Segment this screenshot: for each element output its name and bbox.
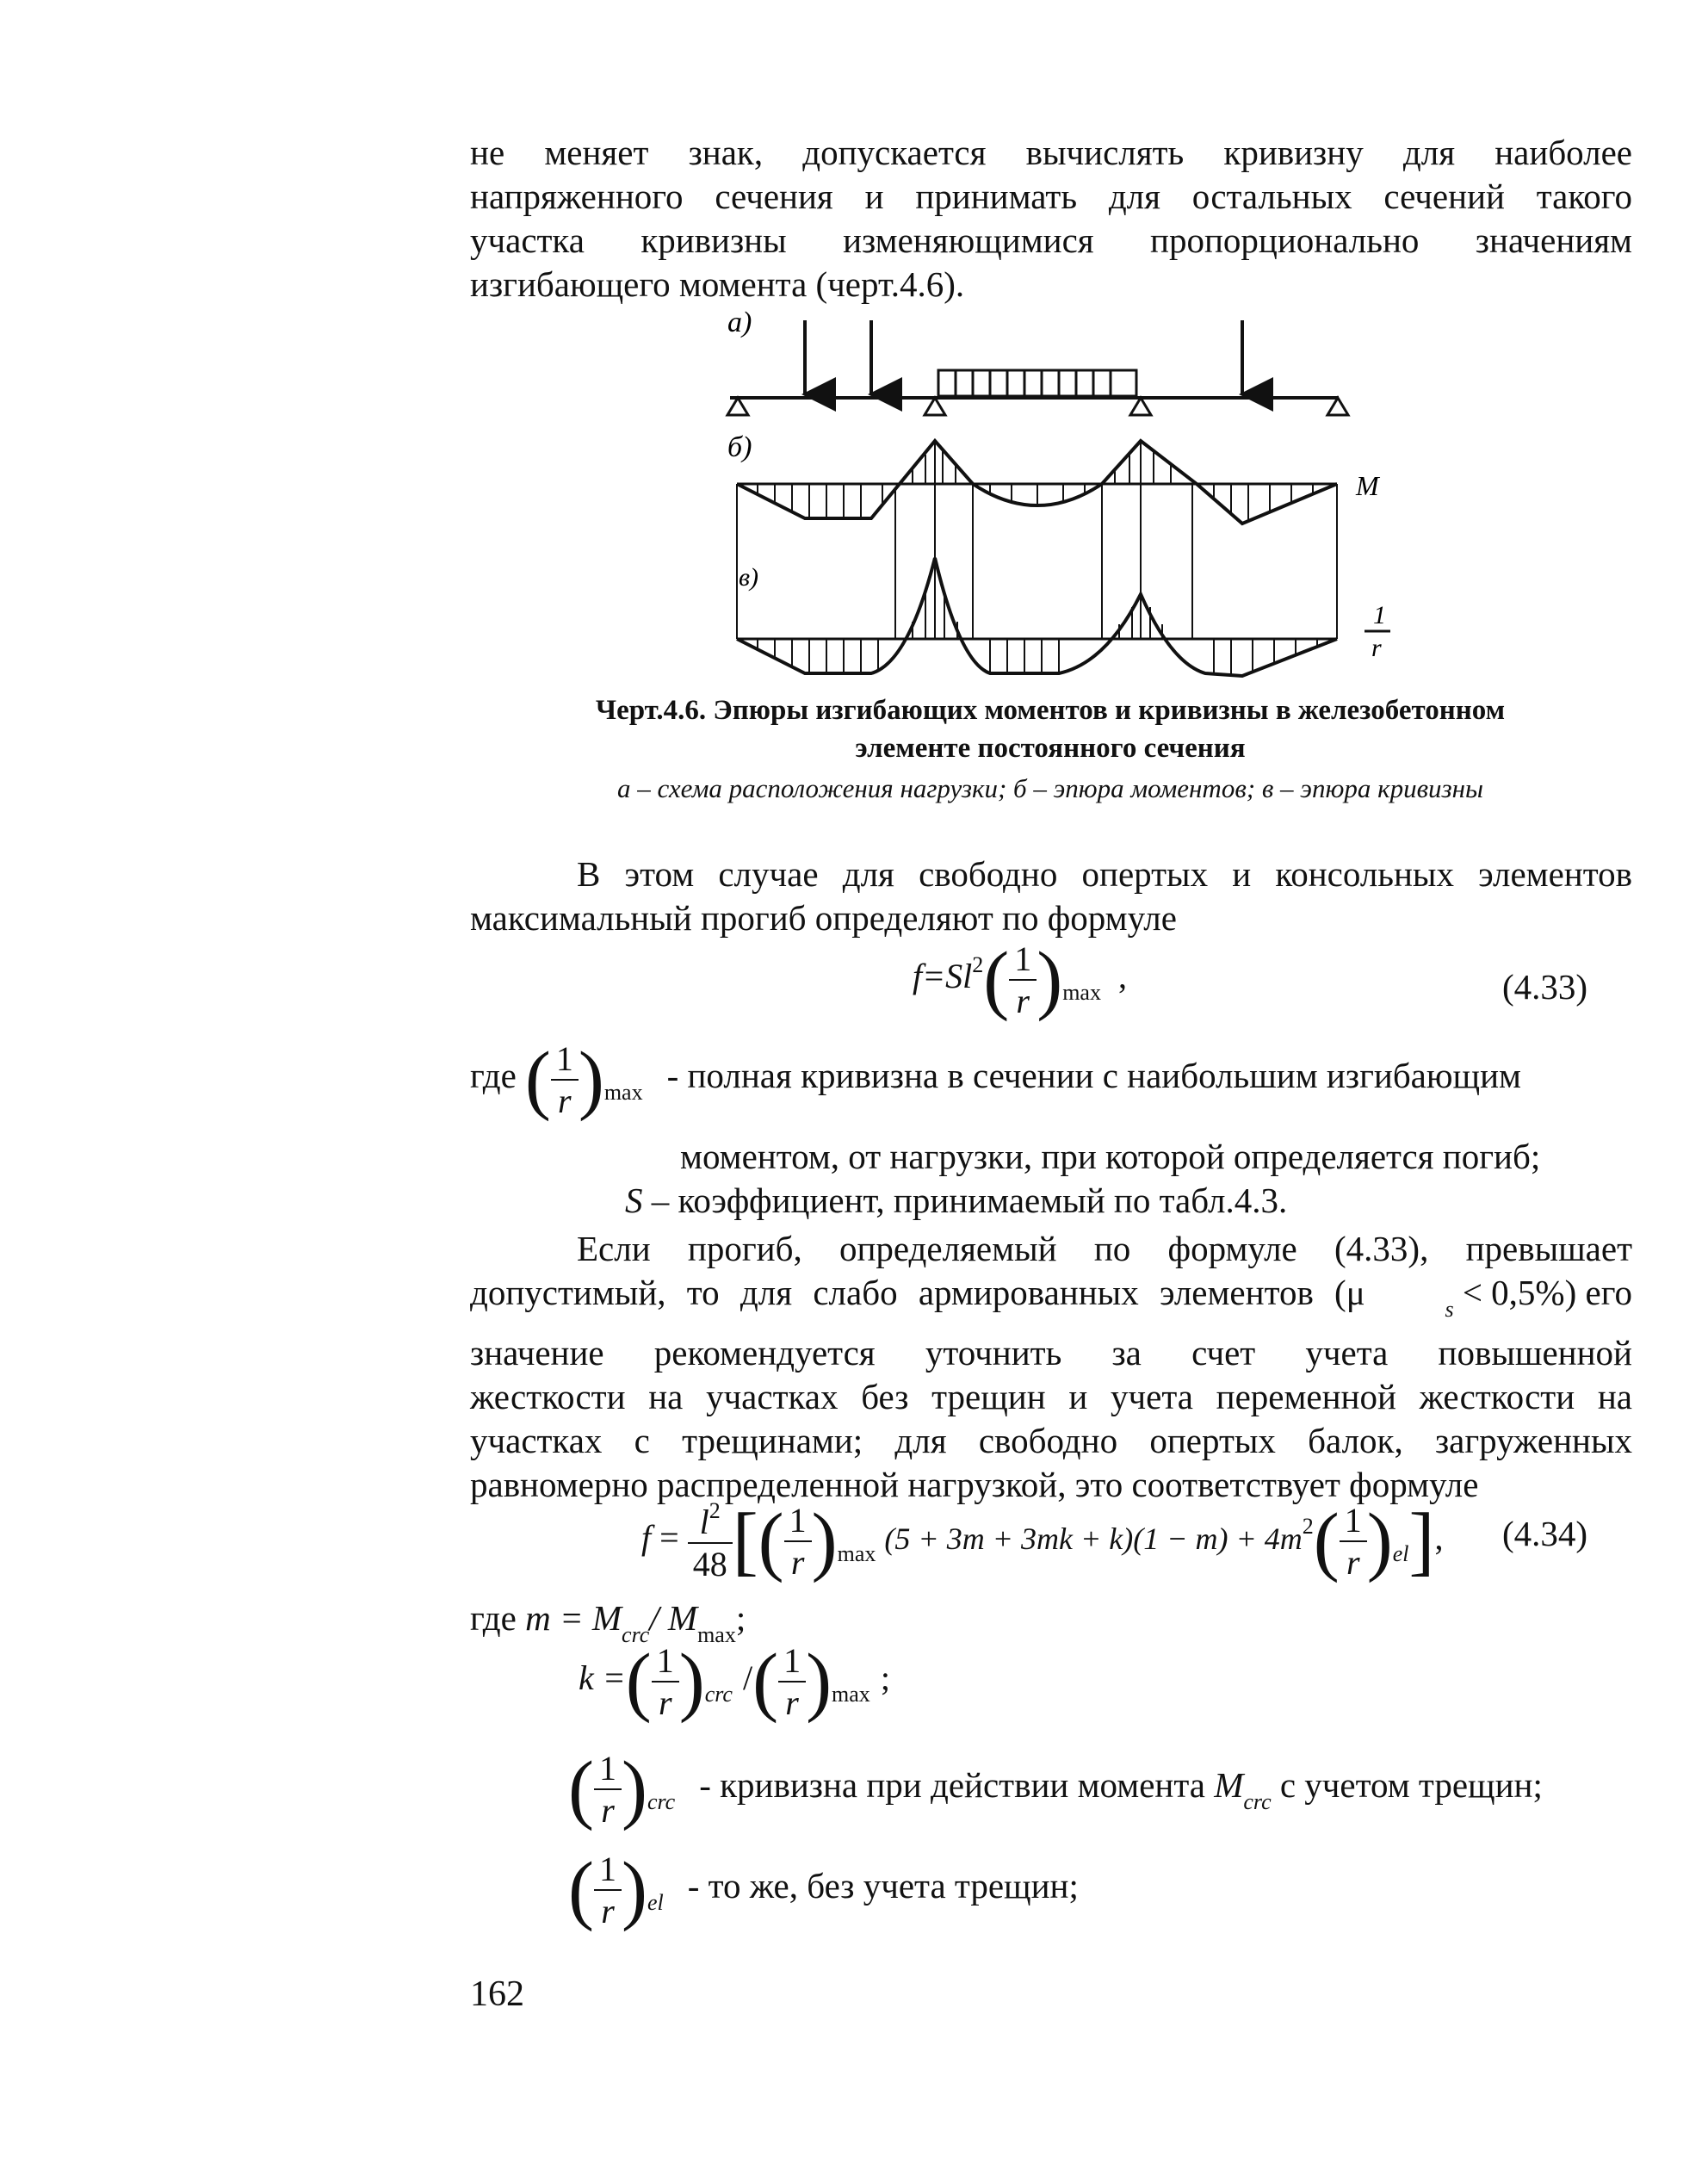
text-line: В этом случае для свободно опертых и консольных элементов — [577, 854, 1632, 894]
fraction-denominator: r — [658, 1683, 672, 1722]
eq-sup: 2 — [972, 952, 984, 978]
where-definition — [470, 1038, 1632, 1121]
mu-text: допустимый, то для слабо армированных элементов (μ — [470, 1273, 1365, 1312]
eq-f: f — [641, 1518, 652, 1558]
eq-middle: (5 + 3m + 3mk + k)(1 − m) + 4m — [884, 1521, 1303, 1557]
fraction-l2-48 — [688, 1498, 733, 1584]
paren-close: ) — [1037, 937, 1063, 1022]
fraction-denominator: r — [1016, 982, 1030, 1020]
paren-close: ) — [678, 1639, 705, 1724]
paren-open: ( — [625, 1639, 652, 1724]
figure-label-curvature-num: 1 — [1373, 601, 1386, 629]
crc-M: M — [1214, 1765, 1244, 1806]
eq-lhs: f=Sl — [913, 957, 973, 996]
m-sub-crc: crc — [622, 1622, 650, 1647]
eq-comma: , — [1117, 957, 1127, 996]
m-def: m = M — [525, 1598, 622, 1638]
text-line-mu — [470, 1271, 1632, 1331]
figure-label-curvature-den: r — [1371, 634, 1382, 662]
distributed-load — [938, 370, 1136, 396]
equation-number: (4.33) — [1502, 967, 1588, 1007]
fraction-numerator: 1 — [594, 1748, 622, 1790]
paren-close: ) — [1366, 1498, 1393, 1583]
text-line: участка кривизны изменяющимися пропорционально значениям — [470, 220, 1632, 260]
support — [1130, 398, 1151, 415]
text-line: моментом, от нагрузки, при которой определяется погиб; — [680, 1137, 1541, 1176]
supports — [727, 398, 1348, 415]
fraction-numerator: 1 — [1009, 939, 1037, 981]
where-text: - полная кривизна в сечении с наибольшим изгибающим — [666, 1056, 1521, 1096]
figure-label-a: а) — [727, 307, 752, 338]
mu-tail: < 0,5%) его — [1453, 1273, 1632, 1312]
s-text: – коэффициент, принимаемый по табл.4.3. — [642, 1181, 1288, 1220]
figure-label-v: в) — [739, 563, 759, 592]
paren-close: ) — [806, 1639, 832, 1724]
paren-open: ( — [758, 1498, 784, 1583]
eq-comma: , — [1434, 1518, 1444, 1558]
fraction-denominator: r — [558, 1081, 572, 1120]
m-end: ; — [735, 1598, 746, 1638]
paren-close: ) — [578, 1037, 604, 1122]
text-line: напряженного сечения и принимать для остальных сечений такого — [470, 177, 1632, 216]
text-line: Если прогиб, определяемый по формуле (4.33), превышает — [577, 1229, 1632, 1268]
paren-open: ( — [1313, 1498, 1340, 1583]
paren-close: ) — [621, 1746, 647, 1831]
equation-4-34 — [641, 1498, 1444, 1584]
figure-caption-title — [482, 691, 1618, 767]
crc-text: - кривизна при действии момента — [699, 1765, 1215, 1806]
sub-el: el — [647, 1890, 664, 1916]
bracket-open: [ — [732, 1498, 758, 1583]
fraction — [1009, 939, 1037, 1021]
intro-paragraph — [470, 131, 1632, 307]
figure-label-M: M — [1356, 470, 1379, 501]
text-line: значение рекомендуется уточнить за счет учета повышенной — [470, 1333, 1632, 1373]
text-line: изгибающего момента (черт.4.6). — [470, 264, 965, 304]
eq-sub: max — [1062, 980, 1101, 1006]
paragraph-3 — [470, 1227, 1632, 1507]
eq-equals: = — [659, 1518, 679, 1558]
crc-M-sub: crc — [1243, 1789, 1272, 1815]
sub-crc: crc — [647, 1789, 676, 1815]
where-sub: max — [603, 1080, 643, 1106]
fraction — [594, 1849, 622, 1931]
caption-line: элементе постоянного сечения — [855, 733, 1246, 764]
moment-hatching — [758, 449, 1313, 521]
fraction — [784, 1500, 812, 1583]
m-slash: / M — [649, 1598, 698, 1638]
support — [727, 398, 748, 415]
curvature-hatching — [758, 594, 1317, 675]
support — [925, 398, 945, 415]
sub-max: max — [832, 1682, 870, 1707]
s-definition — [625, 1179, 1632, 1223]
l-sup: 2 — [709, 1498, 721, 1523]
crc-definition — [568, 1748, 1543, 1831]
fraction-numerator: 1 — [1340, 1500, 1367, 1542]
m-sup: 2 — [1302, 1514, 1314, 1540]
equation-4-33 — [913, 939, 1127, 1021]
text-line: равномерно распределенной нагрузкой, это соответствует формуле — [470, 1465, 1479, 1504]
fraction — [652, 1640, 679, 1723]
fraction-denominator: r — [1346, 1543, 1360, 1582]
text-line: участках с трещинами; для свободно опертых балок, загруженных — [470, 1421, 1632, 1460]
paren-open: ( — [568, 1847, 594, 1932]
crc-text-end: с учетом трещин; — [1271, 1765, 1543, 1806]
el-text: - то же, без учета трещин; — [687, 1866, 1079, 1906]
fraction — [1340, 1500, 1367, 1583]
text-line: не меняет знак, допускается вычислять кривизну для наиболее — [470, 133, 1632, 172]
fraction-numerator: 1 — [551, 1038, 579, 1081]
k-end: ; — [880, 1658, 890, 1698]
paren-close: ) — [621, 1847, 647, 1932]
el-definition — [568, 1849, 1079, 1931]
where-word: где — [470, 1598, 526, 1638]
fraction-denominator: r — [790, 1543, 805, 1582]
fraction-denominator: 48 — [692, 1545, 727, 1583]
fraction — [778, 1640, 806, 1723]
bracket-close: ] — [1408, 1498, 1435, 1583]
m-sub-max: max — [697, 1622, 736, 1647]
fraction — [551, 1038, 579, 1121]
figure-label-b: б) — [727, 431, 752, 463]
sub-el: el — [1392, 1541, 1409, 1567]
fraction — [594, 1748, 622, 1831]
where-word: где — [470, 1056, 517, 1096]
paren-close: ) — [811, 1498, 838, 1583]
figure-caption-legend: а – схема расположения нагрузки; б – эпюра моментов; в – эпюра кривизны — [616, 773, 1484, 803]
support — [1327, 398, 1348, 415]
where-continuation — [625, 1135, 1632, 1223]
mu-sub: s — [1445, 1297, 1454, 1322]
moment-curve — [737, 441, 1337, 524]
fraction-numerator: 1 — [784, 1500, 812, 1542]
paren-open: ( — [752, 1639, 779, 1724]
fraction-numerator: 1 — [594, 1849, 622, 1891]
s-symbol: S — [625, 1181, 643, 1220]
sub-crc: crc — [704, 1682, 733, 1707]
caption-line: Черт.4.6. Эпюры изгибающих моментов и кривизны в железобетонном — [595, 695, 1506, 726]
text-line: максимальный прогиб определяют по формуле — [470, 898, 1177, 938]
projection-lines — [737, 441, 1337, 639]
curvature-curve — [737, 558, 1337, 676]
fraction-denominator: r — [601, 1791, 615, 1830]
fraction-denominator: r — [785, 1683, 799, 1722]
k-definition — [579, 1640, 890, 1723]
paren-open: ( — [983, 937, 1010, 1022]
point-load-arrows — [805, 320, 1242, 394]
fraction-numerator — [688, 1498, 733, 1544]
fraction-denominator: r — [601, 1892, 615, 1930]
equation-number: (4.34) — [1502, 1514, 1588, 1553]
page-number: 162 — [470, 1974, 524, 2014]
fraction-numerator: 1 — [778, 1640, 806, 1683]
paragraph-2 — [470, 852, 1632, 940]
k-lhs: k = — [579, 1658, 626, 1698]
slash: / — [742, 1658, 753, 1698]
paren-open: ( — [524, 1037, 551, 1122]
sub-max: max — [837, 1541, 876, 1567]
paren-open: ( — [568, 1746, 594, 1831]
text-line: жесткости на участках без трещин и учета переменной жесткости на — [470, 1377, 1632, 1416]
fraction-numerator: 1 — [652, 1640, 679, 1683]
l-symbol: l — [699, 1503, 709, 1541]
